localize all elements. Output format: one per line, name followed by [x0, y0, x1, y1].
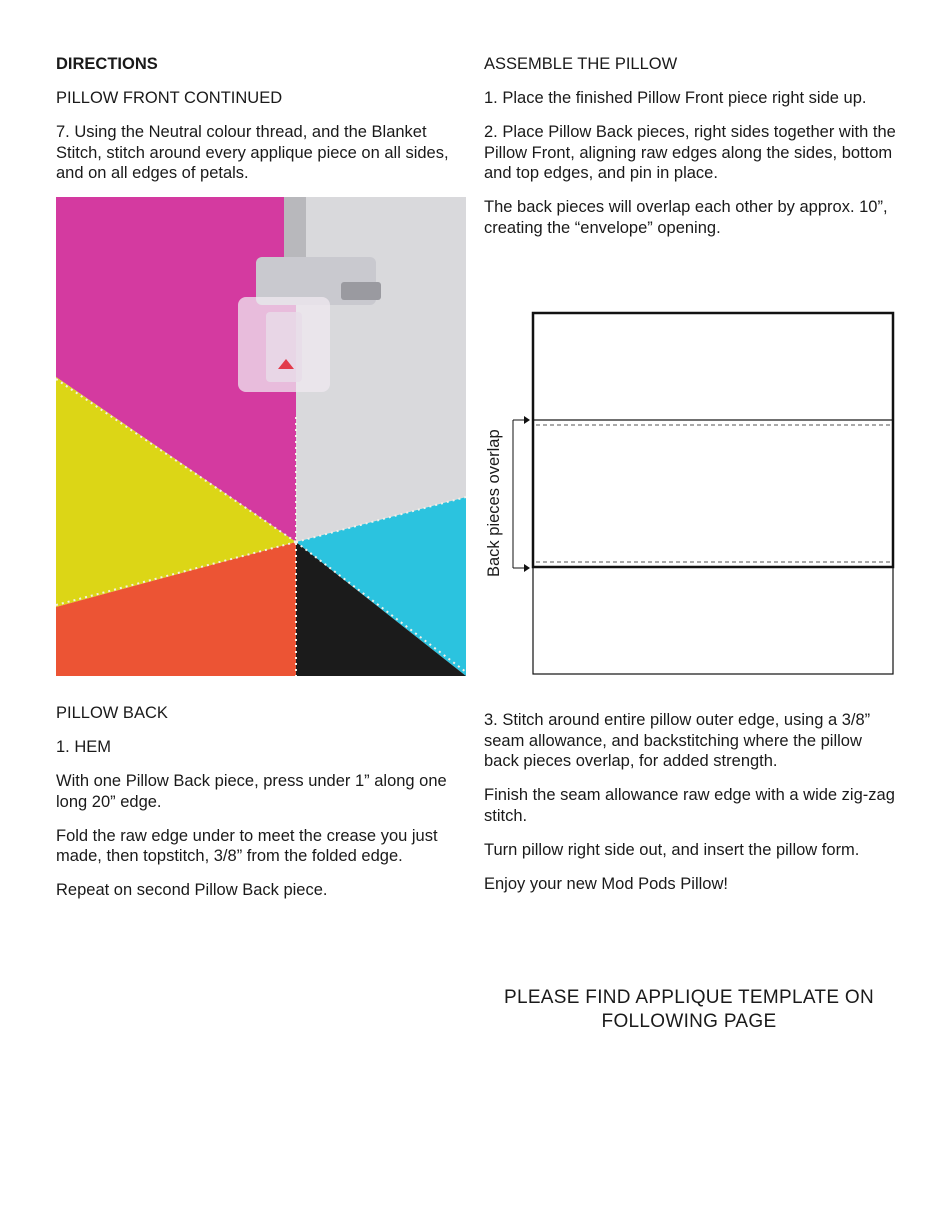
bottom-back-piece — [533, 420, 893, 674]
hem-paragraph-3: Repeat on second Pillow Back piece. — [56, 881, 328, 899]
pillow-front-subheading: PILLOW FRONT CONTINUED — [56, 89, 283, 107]
pillow-back-overlap-diagram — [484, 305, 904, 685]
blanket-stitch-photo — [56, 197, 466, 676]
template-notice-line-1: PLEASE FIND APPLIQUE TEMPLATE ON — [503, 987, 874, 1008]
directions-heading: DIRECTIONS — [56, 55, 158, 73]
assemble-step-3: 3. Stitch around entire pillow outer edge, using a 3/8” seam allowance, and backstitching where the pillow back pieces overlap, for added strength. — [484, 711, 871, 770]
pillow-back-heading: PILLOW BACK — [56, 704, 168, 722]
step-7-text: 7. Using the Neutral colour thread, and the Blanket Stitch, stitch around every applique piece on all sides, and on all edges of petals. — [56, 123, 449, 182]
overlap-label: Back pieces overlap — [485, 429, 503, 577]
template-notice — [484, 986, 894, 1034]
overlap-note: The back pieces will overlap each other by approx. 10”, creating the “envelope” opening. — [484, 198, 888, 237]
right-column-top — [484, 54, 896, 252]
hem-paragraph-1: With one Pillow Back piece, press under 1” along one long 20” edge. — [56, 772, 447, 811]
turn-pillow-text: Turn pillow right side out, and insert the pillow form. — [484, 840, 860, 859]
top-back-piece — [533, 313, 893, 567]
left-column — [56, 54, 468, 914]
assemble-heading: ASSEMBLE THE PILLOW — [484, 55, 678, 73]
overlap-bracket-arrow — [513, 420, 524, 568]
enjoy-text: Enjoy your new Mod Pods Pillow! — [484, 874, 728, 893]
right-column-bottom — [484, 710, 896, 908]
hem-paragraph-2: Fold the raw edge under to meet the crease you just made, then topstitch, 3/8” from the folded edge. — [56, 826, 438, 865]
assemble-step-2: 2. Place Pillow Back pieces, right sides together with the Pillow Front, aligning raw edges along the sides, bottom and top edges, and pin in place. — [484, 123, 896, 182]
template-notice-line-2: FOLLOWING PAGE — [601, 1011, 777, 1032]
assemble-step-1: 1. Place the finished Pillow Front piece right side up. — [484, 89, 867, 107]
finish-seam-text: Finish the seam allowance raw edge with a wide zig-zag stitch. — [484, 786, 895, 825]
hem-heading: 1. HEM — [56, 738, 112, 756]
